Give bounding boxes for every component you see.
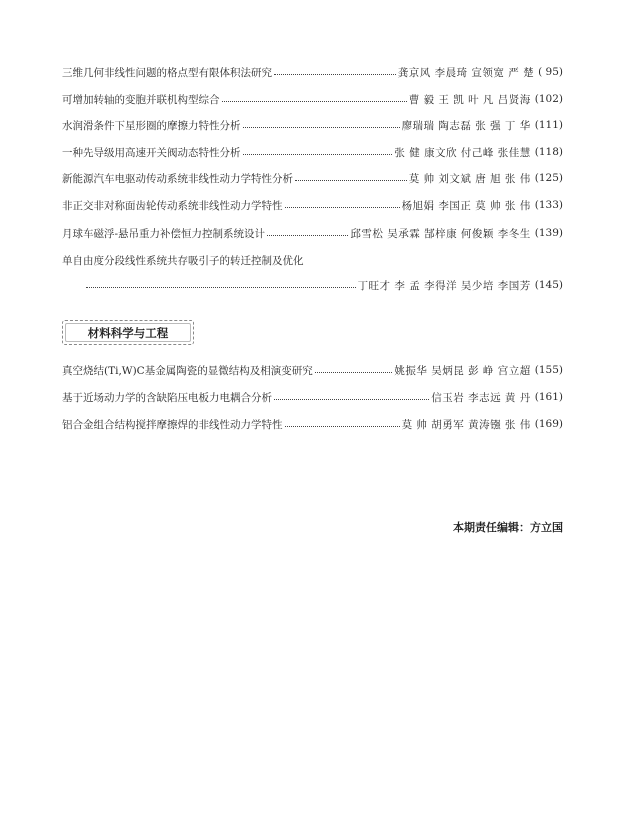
entry-page: (102) bbox=[534, 93, 563, 105]
entry-title: 非正交非对称面齿轮传动系统非线性动力学特性 bbox=[62, 199, 283, 212]
entry-title: 月球车磁浮-悬吊重力补偿恒力控制系统设计 bbox=[62, 227, 266, 240]
entry-page: (139) bbox=[534, 227, 563, 239]
entry-authors: 姚振华 吴炳昆 彭 峥 宫立超 bbox=[394, 364, 531, 377]
leader-dots bbox=[295, 179, 407, 181]
entry-authors: 曹 毅 王 凯 叶 凡 吕贤海 bbox=[408, 93, 531, 106]
entry-title: 水润滑条件下星形圈的摩擦力特性分析 bbox=[62, 119, 241, 132]
leader-dots bbox=[243, 126, 400, 128]
toc-entry-continuation bbox=[86, 277, 563, 293]
toc-entry bbox=[62, 225, 563, 241]
toc-entry bbox=[62, 144, 563, 160]
entry-title: 基于近场动力学的含缺陷压电板力电耦合分析 bbox=[62, 391, 272, 404]
section-header bbox=[62, 320, 194, 345]
toc-entry bbox=[62, 170, 563, 186]
toc-entry bbox=[62, 117, 563, 133]
entry-page: (133) bbox=[534, 199, 563, 211]
entry-page: (111) bbox=[534, 119, 563, 131]
entry-authors: 莫 帅 胡勇军 黄涛镪 张 伟 bbox=[401, 418, 531, 431]
toc-entry-title-line bbox=[62, 252, 304, 268]
entry-page: (118) bbox=[534, 146, 563, 158]
entry-page: ( 95) bbox=[538, 66, 563, 78]
leader-dots bbox=[274, 73, 396, 75]
toc-entry bbox=[62, 389, 563, 405]
leader-dots bbox=[267, 234, 348, 236]
leader-dots bbox=[222, 100, 407, 102]
leader-dots bbox=[315, 371, 393, 373]
entry-page: (155) bbox=[534, 364, 563, 376]
leader-dots bbox=[274, 398, 429, 400]
responsible-editor: 本期责任编辑：方立国 bbox=[453, 521, 563, 534]
entry-title: 可增加转轴的变胞并联机构型综合 bbox=[62, 93, 220, 106]
entry-title: 新能源汽车电驱动传动系统非线性动力学特性分析 bbox=[62, 172, 293, 185]
toc-entry bbox=[62, 197, 563, 213]
leader-dots bbox=[86, 286, 356, 288]
entry-title: 一种先导级用高速开关阀动态特性分析 bbox=[62, 146, 241, 159]
entry-authors: 邱雪松 吴承霖 郜梓康 何俊颖 李冬生 bbox=[350, 227, 531, 240]
entry-title: 铝合金组合结构搅拌摩擦焊的非线性动力学特性 bbox=[62, 418, 283, 431]
entry-authors: 廖瑞瑞 陶志磊 张 强 丁 华 bbox=[401, 119, 531, 132]
entry-authors: 龚京风 李晨琦 宣领宽 严 楚 bbox=[397, 66, 535, 79]
entry-page: (161) bbox=[534, 391, 563, 403]
entry-title: 三维几何非线性问题的格点型有限体积法研究 bbox=[62, 66, 272, 79]
toc-entry bbox=[62, 362, 563, 378]
entry-authors: 丁旺才 李 孟 李得洋 吴少培 李国芳 bbox=[357, 279, 531, 292]
entry-authors: 信玉岩 李志远 黄 丹 bbox=[431, 391, 531, 404]
entry-title: 真空烧结(Ti,W)C基金属陶瓷的显微结构及相演变研究 bbox=[62, 364, 313, 377]
leader-dots bbox=[285, 425, 400, 427]
leader-dots bbox=[243, 153, 393, 155]
toc-entry bbox=[62, 91, 563, 107]
leader-dots bbox=[285, 206, 400, 208]
entry-page: (169) bbox=[534, 418, 563, 430]
entry-authors: 杨旭娟 李国正 莫 帅 张 伟 bbox=[401, 199, 531, 212]
entry-authors: 莫 帅 刘文斌 唐 旭 张 伟 bbox=[408, 172, 531, 185]
entry-page: (125) bbox=[534, 172, 563, 184]
toc-entry bbox=[62, 64, 563, 80]
section-label: 材料科学与工程 bbox=[87, 325, 169, 340]
toc-entry bbox=[62, 416, 563, 432]
entry-page: (145) bbox=[534, 279, 563, 291]
entry-authors: 张 健 康文欣 付己峰 张佳慧 bbox=[394, 146, 531, 159]
entry-title: 单自由度分段线性系统共存吸引子的转迁控制及优化 bbox=[62, 254, 304, 267]
